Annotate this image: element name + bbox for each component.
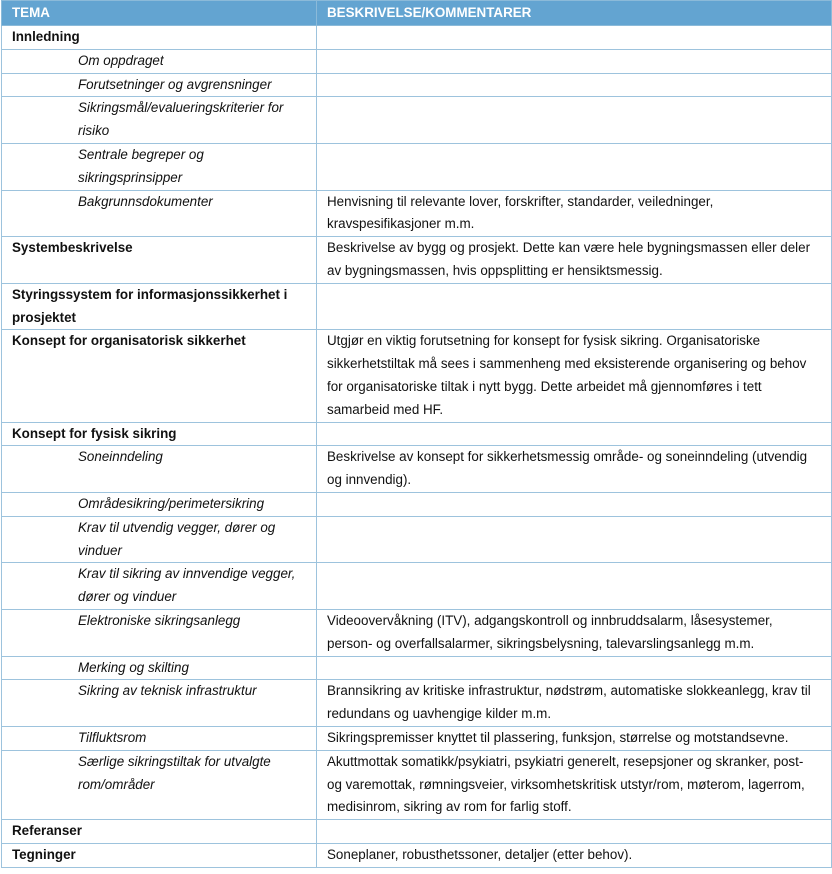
description-cell	[317, 516, 832, 563]
description-cell	[317, 563, 832, 610]
column-header-description: BESKRIVELSE/KOMMENTARER	[317, 1, 832, 26]
description-cell	[317, 283, 832, 330]
table-row	[2, 143, 832, 190]
description-cell	[317, 492, 832, 516]
description-cell: Akuttmottak somatikk/psykiatri, psykiatri generelt, resepsjoner og skranker, post- og varemottak, rømningsveier, virksomhetskritisk utstyr/rom, møterom, lagerrom, medisinrom, sikring av rom for farlig stoff.	[317, 750, 832, 819]
table-row	[2, 97, 832, 144]
topic-cell: Områdesikring/perimetersikring	[2, 492, 317, 516]
description-cell	[317, 820, 832, 844]
description-cell	[317, 97, 832, 144]
description-cell	[317, 422, 832, 446]
description-cell: Henvisning til relevante lover, forskrifter, standarder, veiledninger, kravspesifikasjoner m.m.	[317, 190, 832, 237]
topic-cell: Sikring av teknisk infrastruktur	[2, 680, 317, 727]
topic-cell: Særlige sikringstiltak for utvalgte rom/områder	[2, 750, 317, 819]
table-row	[2, 726, 832, 750]
description-cell	[317, 26, 832, 50]
table-row	[2, 750, 832, 819]
document-table	[1, 0, 832, 868]
table-row	[2, 190, 832, 237]
table-row	[2, 609, 832, 656]
table-row	[2, 283, 832, 330]
topic-cell: Tegninger	[2, 843, 317, 867]
table-row	[2, 516, 832, 563]
table-row	[2, 49, 832, 73]
description-cell	[317, 656, 832, 680]
topic-cell: Krav til sikring av innvendige vegger, dører og vinduer	[2, 563, 317, 610]
description-cell: Utgjør en viktig forutsetning for konsept for fysisk sikring. Organisatoriske sikkerhetstiltak må sees i sammenheng med eksisterende organisering og behov for organisatoriske tiltak i nytt bygg. Dette arbeidet må gjennomføres i tett samarbeid med HF.	[317, 330, 832, 422]
topic-cell: Merking og skilting	[2, 656, 317, 680]
description-cell	[317, 143, 832, 190]
table-header-row	[2, 1, 832, 26]
table-row	[2, 422, 832, 446]
topic-cell: Styringssystem for informasjonssikkerhet i prosjektet	[2, 283, 317, 330]
table-row	[2, 330, 832, 422]
table-row	[2, 563, 832, 610]
description-cell: Sikringspremisser knyttet til plassering, funksjon, størrelse og motstandsevne.	[317, 726, 832, 750]
topic-cell: Sikringsmål/evalueringskriterier for risiko	[2, 97, 317, 144]
description-cell	[317, 49, 832, 73]
description-cell: Soneplaner, robusthetssoner, detaljer (etter behov).	[317, 843, 832, 867]
table-row	[2, 680, 832, 727]
topic-cell: Tilfluktsrom	[2, 726, 317, 750]
topic-cell: Bakgrunnsdokumenter	[2, 190, 317, 237]
description-cell: Videoovervåkning (ITV), adgangskontroll og innbruddsalarm, låsesystemer, person- og overfallsalarmer, sikringsbelysning, talevarslingsanlegg m.m.	[317, 609, 832, 656]
table-row	[2, 492, 832, 516]
topic-cell: Krav til utvendig vegger, dører og vinduer	[2, 516, 317, 563]
topic-cell: Konsept for fysisk sikring	[2, 422, 317, 446]
topic-cell: Om oppdraget	[2, 49, 317, 73]
topic-cell: Referanser	[2, 820, 317, 844]
table-row	[2, 446, 832, 493]
table-row	[2, 843, 832, 867]
description-cell: Beskrivelse av bygg og prosjekt. Dette kan være hele bygningsmassen eller deler av bygningsmassen, hvis oppsplitting er hensiktsmessig.	[317, 237, 832, 284]
table-row	[2, 73, 832, 97]
table-row	[2, 26, 832, 50]
table-row	[2, 237, 832, 284]
topic-cell: Systembeskrivelse	[2, 237, 317, 284]
description-cell: Brannsikring av kritiske infrastruktur, nødstrøm, automatiske slokkeanlegg, krav til redundans og uavhengige kilder m.m.	[317, 680, 832, 727]
topic-cell: Soneinndeling	[2, 446, 317, 493]
topic-cell: Konsept for organisatorisk sikkerhet	[2, 330, 317, 422]
table-row	[2, 656, 832, 680]
topic-cell: Forutsetninger og avgrensninger	[2, 73, 317, 97]
topic-cell: Elektroniske sikringsanlegg	[2, 609, 317, 656]
description-cell	[317, 73, 832, 97]
column-header-topic: TEMA	[2, 1, 317, 26]
topic-cell: Sentrale begreper og sikringsprinsipper	[2, 143, 317, 190]
topic-cell: Innledning	[2, 26, 317, 50]
description-cell: Beskrivelse av konsept for sikkerhetsmessig område- og soneinndeling (utvendig og innvendig).	[317, 446, 832, 493]
table-row	[2, 820, 832, 844]
